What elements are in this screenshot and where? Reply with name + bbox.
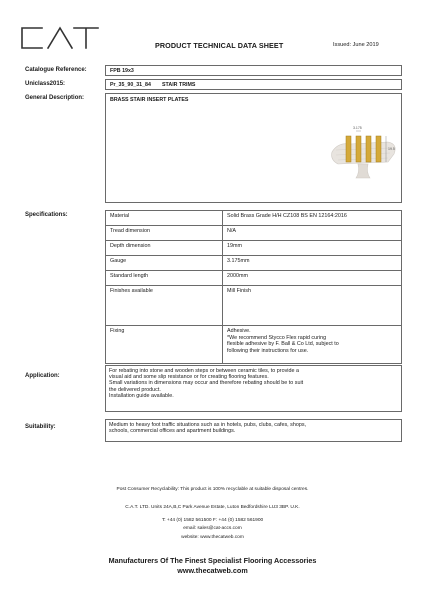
uniclass-label: Uniclass2015: (25, 81, 66, 87)
specifications-label: Specifications: (25, 212, 68, 218)
fixing-line: Adhesive. (227, 328, 251, 334)
application-line: the delivered product. (109, 386, 161, 393)
application-line: Small variations in dimensions may occur and therefore rebating should be to suit (109, 380, 304, 387)
product-image (328, 122, 400, 184)
spec-key: Finishes available (106, 286, 223, 326)
application-label: Application: (25, 373, 60, 379)
company-address: C.A.T. LTD. Units 24A,B,C Park Avenue Estate, Luton Bedfordshire LU3 3BP. U.K. (125, 505, 300, 510)
width-dimension: 3.175 (353, 126, 362, 130)
company-tagline: Manufacturers Of The Finest Specialist Flooring Accessories (108, 556, 317, 565)
spec-value: N/A (223, 226, 402, 241)
tagline-website-link[interactable]: www.thecatweb.com (177, 566, 248, 575)
application-line: visual aid and some slip resistance or for creating flooring features. (109, 374, 269, 381)
company-phone: T: +44 (0) 1582 561500 F: +44 (0) 1582 561900 (161, 518, 264, 523)
suitability-line: schools, commercial offices and apartment buildings. (109, 428, 236, 435)
general-description-box (105, 93, 402, 203)
spec-row-length (106, 271, 402, 286)
spec-key: Standard length (106, 271, 223, 286)
company-website[interactable]: website: www.thecatweb.com (181, 535, 244, 540)
uniclass-name: STAIR TRIMS (162, 82, 196, 88)
spec-key: Tread dimension (106, 226, 223, 241)
spec-value: Solid Brass Grade H/H CZ108 BS EN 12164:2016 (223, 211, 402, 226)
fixing-line: flexible adhesive by F. Ball & Co Ltd, subject to (227, 341, 339, 348)
general-description-value: BRASS STAIR INSERT PLATES (110, 97, 189, 103)
depth-dimension: 19.5 (388, 147, 395, 151)
spec-key: Material (106, 211, 223, 226)
application-line: For rebating into stone and wooden steps or between ceramic tiles, to provide a (109, 368, 299, 374)
issued-date: Issued: June 2019 (333, 42, 379, 48)
spec-row-fixing (106, 326, 402, 364)
spec-value: 3.175mm (223, 256, 402, 271)
spec-key: Depth dimension (106, 241, 223, 256)
catalogue-reference-value: FPB 19x3 (110, 68, 134, 74)
spec-row-depth (106, 241, 402, 256)
spec-row-finishes (106, 286, 402, 326)
suitability-line: Medium to heavy foot traffic situations such as in hotels, pubs, clubs, cafes, shops, (109, 422, 307, 428)
catalogue-reference-label: Catalogue Reference: (25, 67, 87, 73)
spec-key: Gauge (106, 256, 223, 271)
recyclability-note: Post Consumer Recyclability: This product is 100% recyclable at suitable disposal centres. (116, 487, 309, 492)
spec-row-material (106, 211, 402, 226)
specifications-table (105, 210, 402, 364)
uniclass-code: Pr_35_90_31_84 (110, 82, 151, 88)
spec-row-tread (106, 226, 402, 241)
spec-value: 19mm (223, 241, 402, 256)
suitability-box (105, 419, 402, 442)
page-title: PRODUCT TECHNICAL DATA SHEET (155, 41, 284, 50)
spec-value: Mill Finish (223, 286, 402, 326)
application-text (109, 368, 398, 399)
catalogue-reference-box (105, 65, 402, 76)
spec-row-gauge (106, 256, 402, 271)
fixing-line: *We recommend Stycco Flex rapid curing (227, 334, 327, 341)
general-description-label: General Description: (25, 95, 85, 101)
spec-value (223, 326, 402, 364)
application-box (105, 365, 402, 412)
uniclass-box (105, 79, 402, 90)
spec-value: 2000mm (223, 271, 402, 286)
cat-logo (18, 24, 100, 52)
suitability-label: Suitability: (25, 424, 56, 430)
suitability-text (109, 422, 398, 434)
spec-key: Fixing (106, 326, 223, 364)
application-line: Installation guide available. (109, 392, 174, 399)
fixing-line: following their instructions for use. (227, 347, 309, 354)
company-email[interactable]: email: sales@cat-accs.com (183, 526, 242, 531)
